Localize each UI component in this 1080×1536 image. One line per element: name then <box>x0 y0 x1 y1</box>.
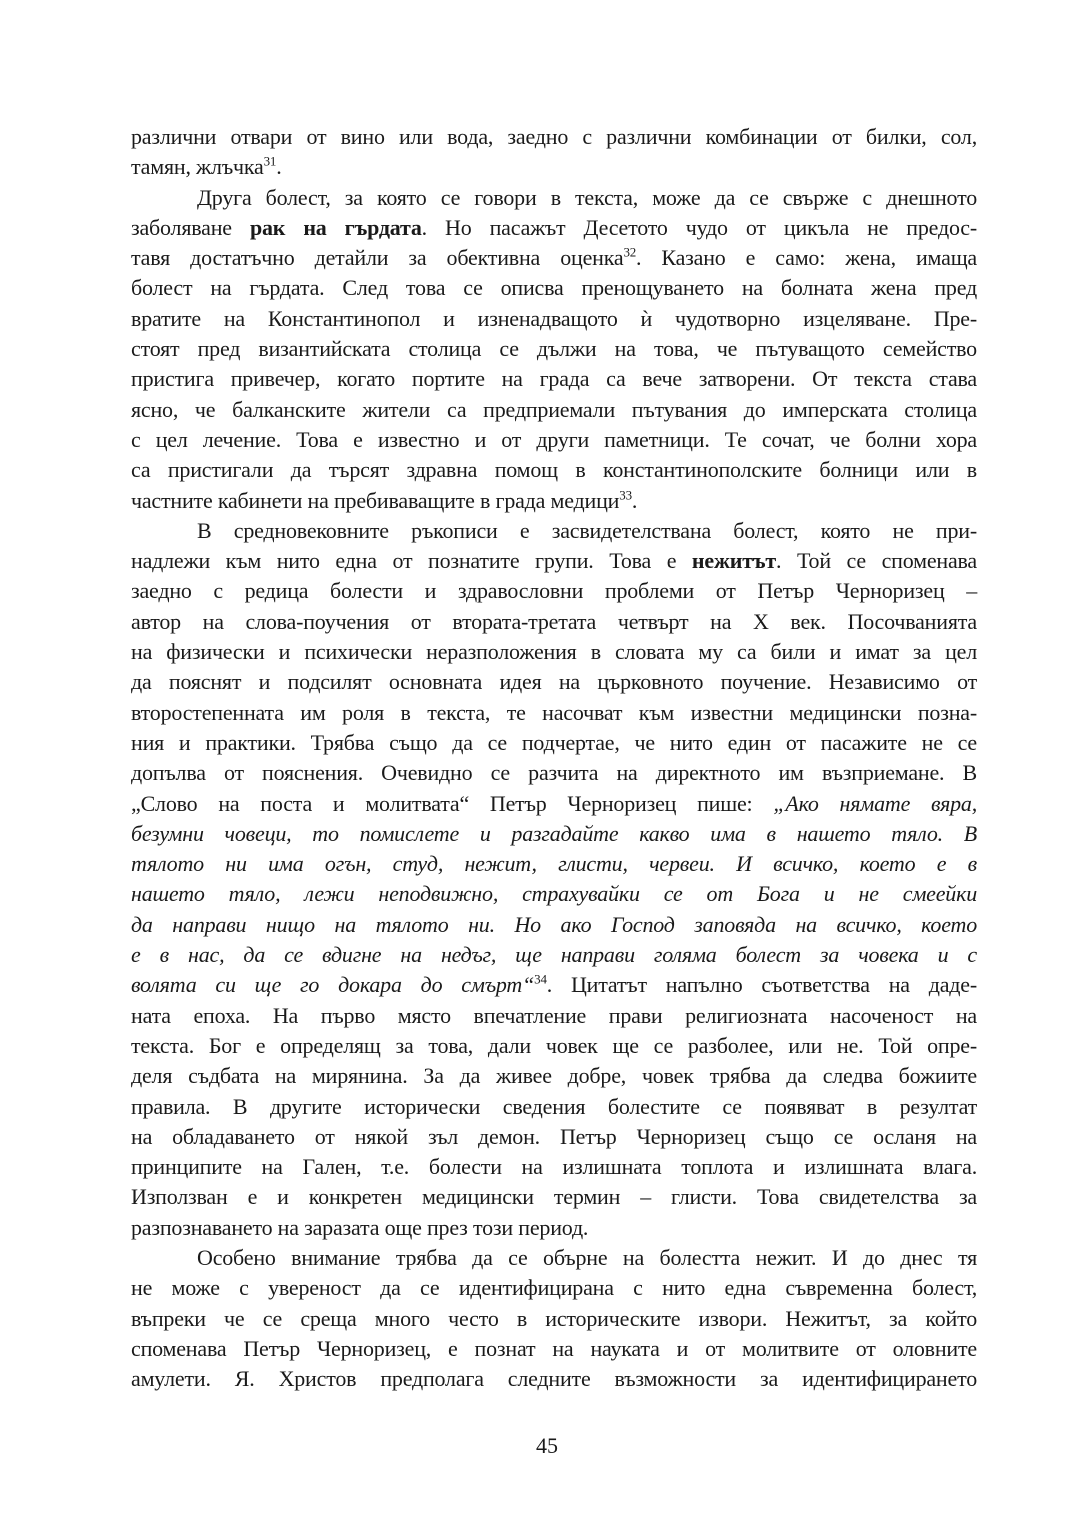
text-run: на физически и психически неразположения в словата му са били и имат за цел <box>131 639 977 665</box>
text-run: . Но пасажът Десетото чудо от цикъла не предос- <box>421 214 977 240</box>
text-line <box>131 1364 977 1394</box>
text-line <box>131 607 977 637</box>
text-line <box>131 1213 977 1243</box>
text-line <box>131 152 977 182</box>
quote-text: волята си ще го докара до смърт“ <box>131 972 535 998</box>
text-run: ясно, че балканските жители са предприемали пътувания до имперската столица <box>131 396 977 422</box>
text-line <box>131 273 977 303</box>
text-line <box>131 122 977 152</box>
text-line <box>131 1061 977 1091</box>
quote-text: нашето тяло, лежи неподвижно, страхувайки се от Бога и не смеейки <box>131 881 977 907</box>
text-line <box>131 1031 977 1061</box>
text-run: . <box>276 154 282 180</box>
footnote-ref: 33 <box>619 487 632 503</box>
text-line <box>131 1001 977 1031</box>
text-run: Използван е и конкретен медицински термин – глисти. Това свидетелства за <box>131 1184 977 1210</box>
text-run: пристига привечер, когато портите на града са вече затворени. От текста става <box>131 366 977 392</box>
text-run: не може с увереност да се идентифицирана с нито една съвременна болест, <box>131 1275 977 1301</box>
text-line <box>131 728 977 758</box>
text-run: заедно с редица болести и здравословни проблеми от Петър Черноризец – <box>131 578 977 604</box>
text-run: Особено внимание трябва да се обърне на болестта нежит. И до днес тя <box>197 1244 977 1270</box>
body-text <box>131 122 977 1394</box>
text-line <box>131 364 977 394</box>
text-run: вратите на Константинопол и изненадващото ѝ чудотворно изцеляване. Пре- <box>131 305 977 331</box>
text-line <box>131 1304 977 1334</box>
text-run: ния и практики. Трябва също да се подчертае, че нито един от пасажите не се <box>131 729 977 755</box>
text-run: споменава Петър Черноризец, е познат на науката и от молитвите от оловните <box>131 1335 977 1361</box>
text-run: . Цитатът напълно съответства на даде- <box>546 972 977 998</box>
text-run: въпреки че се среща много често в историческите извори. Нежитът, за който <box>131 1305 977 1331</box>
text-run: . Той се споменава <box>776 548 977 574</box>
text-line <box>131 849 977 879</box>
text-line <box>131 819 977 849</box>
text-line <box>131 213 977 243</box>
text-run: болест на гърдата. След това се описва пренощуването на болната жена пред <box>131 275 977 301</box>
text-run: В средновековните ръкописи е засвидетелствана болест, която не при- <box>197 517 977 543</box>
text-run: частните кабинети на пребиваващите в града медици <box>131 487 620 513</box>
text-line <box>131 243 977 273</box>
text-run: автор на слова-поучения от втората-третата четвърт на X век. Посочванията <box>131 608 977 634</box>
text-run: да пояснят и подсилят основната идея на църковното поучение. Независимо от <box>131 669 977 695</box>
quote-text: „Ако нямате вяра, <box>773 790 977 816</box>
text-line <box>131 576 977 606</box>
text-line <box>131 395 977 425</box>
text-line <box>131 1243 977 1273</box>
text-run: тавя достатъчно детайли за обективна оценка <box>131 245 624 271</box>
text-line <box>131 334 977 364</box>
footnote-ref: 34 <box>534 971 547 987</box>
text-run: . <box>631 487 638 513</box>
text-run: текста. Бог е определящ за това, дали човек ще се разболее, или не. Той опре- <box>131 1032 977 1058</box>
text-line <box>131 1152 977 1182</box>
text-run: на обладаването от някой зъл демон. Петър Черноризец също се осланя на <box>131 1123 977 1149</box>
text-line <box>131 667 977 697</box>
text-line <box>131 758 977 788</box>
footnote-ref: 31 <box>263 153 277 169</box>
text-line <box>131 425 977 455</box>
text-line <box>131 1273 977 1303</box>
text-run: са пристигали да търсят здравна помощ в константинополските болници или в <box>131 457 977 483</box>
text-line <box>131 546 977 576</box>
text-run: заболяване <box>131 214 250 240</box>
text-line <box>131 1122 977 1152</box>
text-run: допълва от пояснения. Очевидно се разчита на директното им възприемане. В <box>131 760 977 786</box>
text-run: различни отвари от вино или вода, заедно с различни комбинации от билки, сол, <box>131 124 977 149</box>
text-line <box>131 486 977 516</box>
quote-text: е в нас, да се вдигне на недъг, ще направи голяма болест за човека и с <box>131 942 977 968</box>
text-run: стоят пред византийската столица се дължи на това, че пътуващото семейство <box>131 336 977 362</box>
bold-term: рак на гърдата <box>249 214 422 240</box>
text-run: надлежи към нито една от познатите групи. Това е <box>131 548 692 574</box>
text-run: принципите на Гален, т.е. болести на излишната топлота и излишната влага. <box>131 1154 977 1180</box>
bold-term: нежитът <box>691 548 777 574</box>
text-line <box>131 970 977 1000</box>
text-line <box>131 455 977 485</box>
text-run: „Слово на поста и молитвата“ Петър Черноризец пише: <box>131 790 774 816</box>
text-line <box>131 1182 977 1212</box>
page-number: 45 <box>536 1433 558 1458</box>
text-run: правила. В другите исторически сведения болестите се появяват в резултат <box>131 1093 977 1119</box>
text-line <box>131 304 977 334</box>
quote-text: безумни човеци, то помислете и разгадайте какво има в нашето тяло. В <box>131 820 977 846</box>
text-line <box>131 1092 977 1122</box>
text-line <box>131 789 977 819</box>
text-line <box>131 1334 977 1364</box>
text-line <box>131 698 977 728</box>
quote-text: да направи нищо на тялото ни. Но ако Господ заповяда на всичко, което <box>131 911 977 937</box>
text-run: . Казано е само: жена, имаща <box>636 245 977 271</box>
text-run: разпознаването на заразата още през този период. <box>131 1214 589 1240</box>
text-line <box>131 940 977 970</box>
text-run: второстепенната им роля в текста, те насочват към известни медицински позна- <box>131 699 977 725</box>
text-line <box>131 879 977 909</box>
text-run: тамян, жлъчка <box>131 154 264 180</box>
text-line <box>131 516 977 546</box>
text-line <box>131 910 977 940</box>
text-line <box>131 637 977 667</box>
text-line <box>131 183 977 213</box>
text-run: ната епоха. На първо място впечатление прави религиозната насоченост на <box>131 1002 977 1028</box>
footnote-ref: 32 <box>623 244 637 260</box>
text-run: амулети. Я. Христов предполага следните възможности за идентифицирането <box>131 1366 977 1392</box>
text-run: Друга болест, за която се говори в текста, може да се свърже с днешното <box>197 184 977 210</box>
text-run: деля съдбата на мирянина. За да живее добре, човек трябва да следва божиите <box>131 1063 977 1089</box>
text-run: с цел лечение. Това е известно и от други паметници. Те сочат, че болни хора <box>131 426 977 452</box>
quote-text: тялото ни има огън, студ, нежит, глисти, червеи. И всичко, което е в <box>131 851 977 877</box>
